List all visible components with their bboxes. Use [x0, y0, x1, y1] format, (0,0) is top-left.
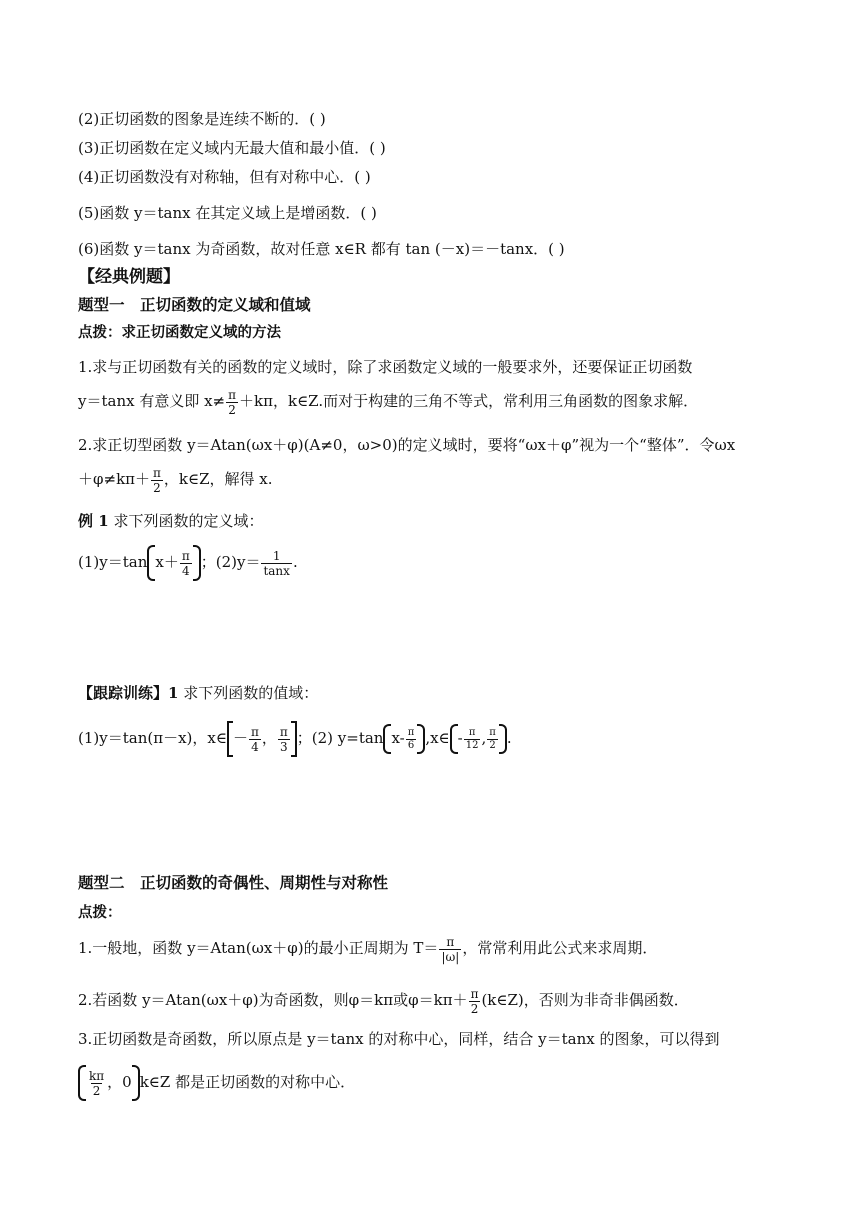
type1-p2-b-post: ，k∈Z，解得 x.: [163, 470, 273, 488]
frac-denominator: 2: [470, 1001, 479, 1016]
type2-p3-b-text: k∈Z 都是正切函数的对称中心．: [139, 1073, 356, 1091]
pi-over-6-fraction: [406, 727, 417, 752]
frac-denominator: 4: [251, 739, 259, 754]
frac-numerator: π: [250, 724, 259, 739]
left-paren: [78, 1065, 86, 1101]
frac-numerator: π: [279, 724, 288, 739]
type1-hint: 点拨：求正切函数定义域的方法: [78, 324, 281, 341]
tr-part-a: (1)y＝tan(π－x)，x∈: [78, 729, 227, 747]
pi-over-2-fraction: [487, 727, 498, 752]
zero-coordinate: ，0: [107, 1073, 132, 1091]
frac-denominator: 3: [280, 739, 288, 754]
pi-over-4-fraction: [249, 725, 261, 754]
frac-numerator: π: [407, 726, 415, 738]
example-1-functions: [78, 544, 786, 581]
ex1-part-a: (1)y＝tan: [78, 553, 148, 571]
comma: ，: [261, 729, 277, 747]
judge-item-6: (6)函数 y＝tanx 为奇函数，故对任意 x∈R 都有 tan (－x)＝－tanx．( ): [78, 240, 565, 258]
frac-numerator: π: [468, 726, 476, 738]
type1-p2-a: 2.求正切型函数 y＝Atan(ωx＋φ)(A≠0，ω>0)的定义域时，要将“ωx＋φ”视为一个“整体”．令ωx: [78, 436, 736, 454]
type2-p1-pre: 1.一般地，函数 y＝Atan(ωx＋φ)的最小正周期为 T＝: [78, 939, 439, 957]
one-over-tanx-fraction: [261, 549, 291, 578]
frac-numerator: π: [470, 986, 479, 1001]
frac-numerator: π: [228, 387, 237, 402]
judge-item-2: (2)正切函数的图象是连续不断的．( ): [78, 110, 326, 128]
type2-p2-pre: 2.若函数 y＝Atan(ωx＋φ)为奇函数，则φ＝kπ或φ＝kπ＋: [78, 991, 468, 1009]
judge-item-4: (4)正切函数没有对称轴，但有对称中心．( ): [78, 168, 371, 186]
kpi-over-2-fraction: [87, 1069, 106, 1098]
frac-numerator: π: [181, 548, 190, 563]
type2-hint: 点拨：: [78, 904, 122, 921]
type2-p3-b: [78, 1062, 786, 1102]
type2-p3-a: 3.正切函数是奇函数，所以原点是 y＝tanx 的对称中心，同样，结合 y＝tanx 的图象，可以得到: [78, 1030, 720, 1048]
frac-numerator: π: [489, 726, 496, 738]
right-paren: [132, 1065, 140, 1101]
frac-numerator: π: [153, 465, 161, 480]
type1-p1-a: 1.求与正切函数有关的函数的定义域时，除了求函数定义域的一般要求外，还要保证正切函数: [78, 358, 693, 376]
type1-p2-b-pre: ＋φ≠kπ＋: [78, 470, 151, 488]
judge-item-5: (5)函数 y＝tanx 在其定义域上是增函数．( ): [78, 204, 377, 222]
frac-denominator: 6: [407, 739, 415, 751]
tr-part-d: .: [506, 729, 512, 747]
training-label: 【跟踪训练】1: [78, 684, 179, 702]
tr-part-c: ,x∈: [425, 729, 450, 747]
frac-denominator: |ω|: [441, 949, 460, 964]
pi-over-4-fraction: [180, 549, 192, 578]
ex1-part-d: .: [292, 553, 298, 571]
frac-numerator: kπ: [89, 1068, 105, 1083]
example-text: 求下列函数的定义域：: [113, 512, 264, 530]
frac-denominator: 12: [465, 739, 479, 751]
tr-part-b: ；(2) y=tan: [296, 729, 384, 747]
frac-numerator: 1: [272, 548, 281, 563]
ex1-part-c: ；(2)y＝: [200, 553, 261, 571]
pi-over-2-fraction: [469, 987, 481, 1016]
judge-item-3: (3)正切函数在定义域内无最大值和最小值．( ): [78, 139, 386, 157]
right-paren: [193, 545, 201, 581]
frac-denominator: 2: [92, 1083, 101, 1098]
right-paren: [499, 724, 507, 754]
pi-over-2-fraction: [226, 388, 238, 417]
pi-over-12-fraction: [464, 727, 481, 752]
type1-p2-b: [78, 464, 786, 495]
training-1: [78, 682, 786, 704]
type1-p1-b-post: ＋kπ，k∈Z.而对于构建的三角不等式，常利用三角函数的图象求解．: [239, 392, 699, 410]
type2-heading: 题型二 正切函数的奇偶性、周期性与对称性: [78, 874, 389, 892]
type1-p1-b: [78, 386, 786, 417]
example-label: 例 1: [78, 512, 109, 530]
tr-x: x-: [391, 729, 405, 747]
example-1: [78, 510, 786, 532]
frac-denominator: 4: [181, 563, 190, 578]
pi-over-3-fraction: [278, 725, 290, 754]
type1-p1-b-pre: y＝tanx 有意义即 x≠: [78, 392, 226, 410]
frac-numerator: π: [446, 934, 455, 949]
type2-p1: [78, 930, 786, 966]
type2-p1-post: ，常常利用此公式来求周期．: [462, 939, 658, 957]
left-paren: [450, 724, 458, 754]
frac-denominator: 2: [153, 480, 161, 495]
training-1-functions: (1)y＝tan(π－x)，x∈ － $\frac{\pi}{4}$ ， $\frac{\pi}{3}$ ；(2) y=tan x- $\frac{\pi}{6}$ ,x∈ - $\frac{\pi}{12}$ , $\frac{\pi}{2}$ .: [78, 718, 786, 758]
type2-p2-post: (k∈Z)，否则为非奇非偶函数．: [481, 991, 689, 1009]
neg-sign: -: [457, 729, 463, 747]
type1-heading: 题型一 正切函数的定义域和值域: [78, 296, 311, 314]
training-text: 求下列函数的值域：: [183, 684, 319, 702]
frac-denominator: 2: [489, 739, 496, 751]
frac-denominator: 2: [228, 402, 236, 417]
section-title: 【经典例题】: [78, 267, 180, 287]
pi-over-2-fraction: [151, 466, 163, 495]
type2-p2: [78, 984, 786, 1016]
pi-over-abs-omega-fraction: [439, 935, 461, 964]
minus-sign: －: [232, 729, 248, 747]
frac-denominator: tanx: [263, 563, 290, 578]
ex1-part-b: x＋: [155, 553, 179, 571]
